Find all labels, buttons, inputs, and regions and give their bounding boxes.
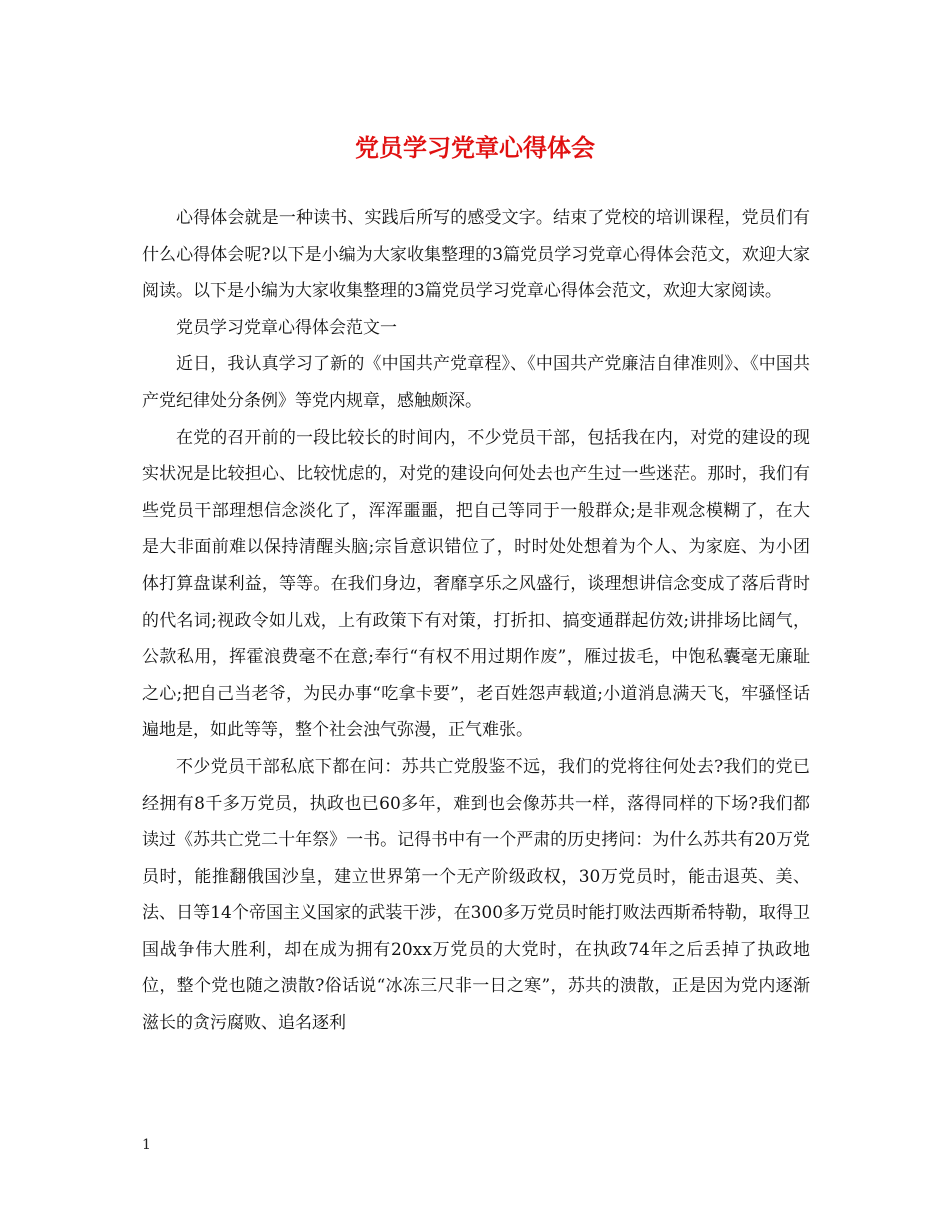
page-number: 1 (142, 1137, 151, 1153)
paragraph: 在党的召开前的一段比较长的时间内，不少党员干部，包括我在内，对党的建设的现实状况是比较担心、比较忧虑的，对党的建设向何处去也产生过一些迷茫。那时，我们有些党员干部理想信念淡化了，浑浑噩噩，把自己等同于一般群众;是非观念模糊了，在大是大非面前难以保持清醒头脑;宗旨意识错位了，时时处处想着为个人、为家庭、为小团体打算盘谋利益，等等。在我们身边，奢靡享乐之风盛行，谈理想讲信念变成了落后背时的代名词;视政令如儿戏，上有政策下有对策，打折扣、搞变通群起仿效;讲排场比阔气，公款私用，挥霍浪费毫不在意;奉行“有权不用过期作废”，雁过拔毛，中饱私囊毫无廉耻之心;把自己当老爷，为民办事“吃拿卡要”，老百姓怨声载道;小道消息满天飞，牢骚怪话遍地是，如此等等，整个社会浊气弥漫，正气难张。 (142, 427, 810, 741)
paragraph: 近日，我认真学习了新的《中国共产党章程》、《中国共产党廉洁自律准则》、《中国共产党纪律处分条例》等党内规章，感触颇深。 (142, 354, 810, 411)
paragraph: 不少党员干部私底下都在问：苏共亡党殷鉴不远，我们的党将往何处去?我们的党已经拥有8千多万党员，执政也已60多年，难到也会像苏共一样，落得同样的下场?我们都读过《苏共亡党二十年祭》一书。记得书中有一个严肃的历史拷问：为什么苏共有20万党员时，能推翻俄国沙皇，建立世界第一个无产阶级政权，30万党员时，能击退英、美、法、日等14个帝国主义国家的武装干涉，在300多万党员时能打败法西斯希特勒，取得卫国战争伟大胜利，却在成为拥有20xx万党员的大党时，在执政74年之后丢掉了执政地位，整个党也随之溃散?俗话说“冰冻三尺非一日之寒”，苏共的溃散，正是因为党内逐渐滋长的贪污腐败、追名逐利 (142, 756, 810, 1034)
document-title: 党员学习党章心得体会 (355, 133, 595, 162)
section-heading: 党员学习党章心得体会范文一 (176, 317, 397, 338)
document-body (142, 200, 810, 1042)
paragraph-intro: 心得体会就是一种读书、实践后所写的感受文字。结束了党校的培训课程，党员们有什么心得体会呢?以下是小编为大家收集整理的3篇党员学习党章心得体会范文，欢迎大家阅读。以下是小编为大家收集整理的3篇党员学习党章心得体会范文，欢迎大家阅读。 (142, 208, 810, 302)
